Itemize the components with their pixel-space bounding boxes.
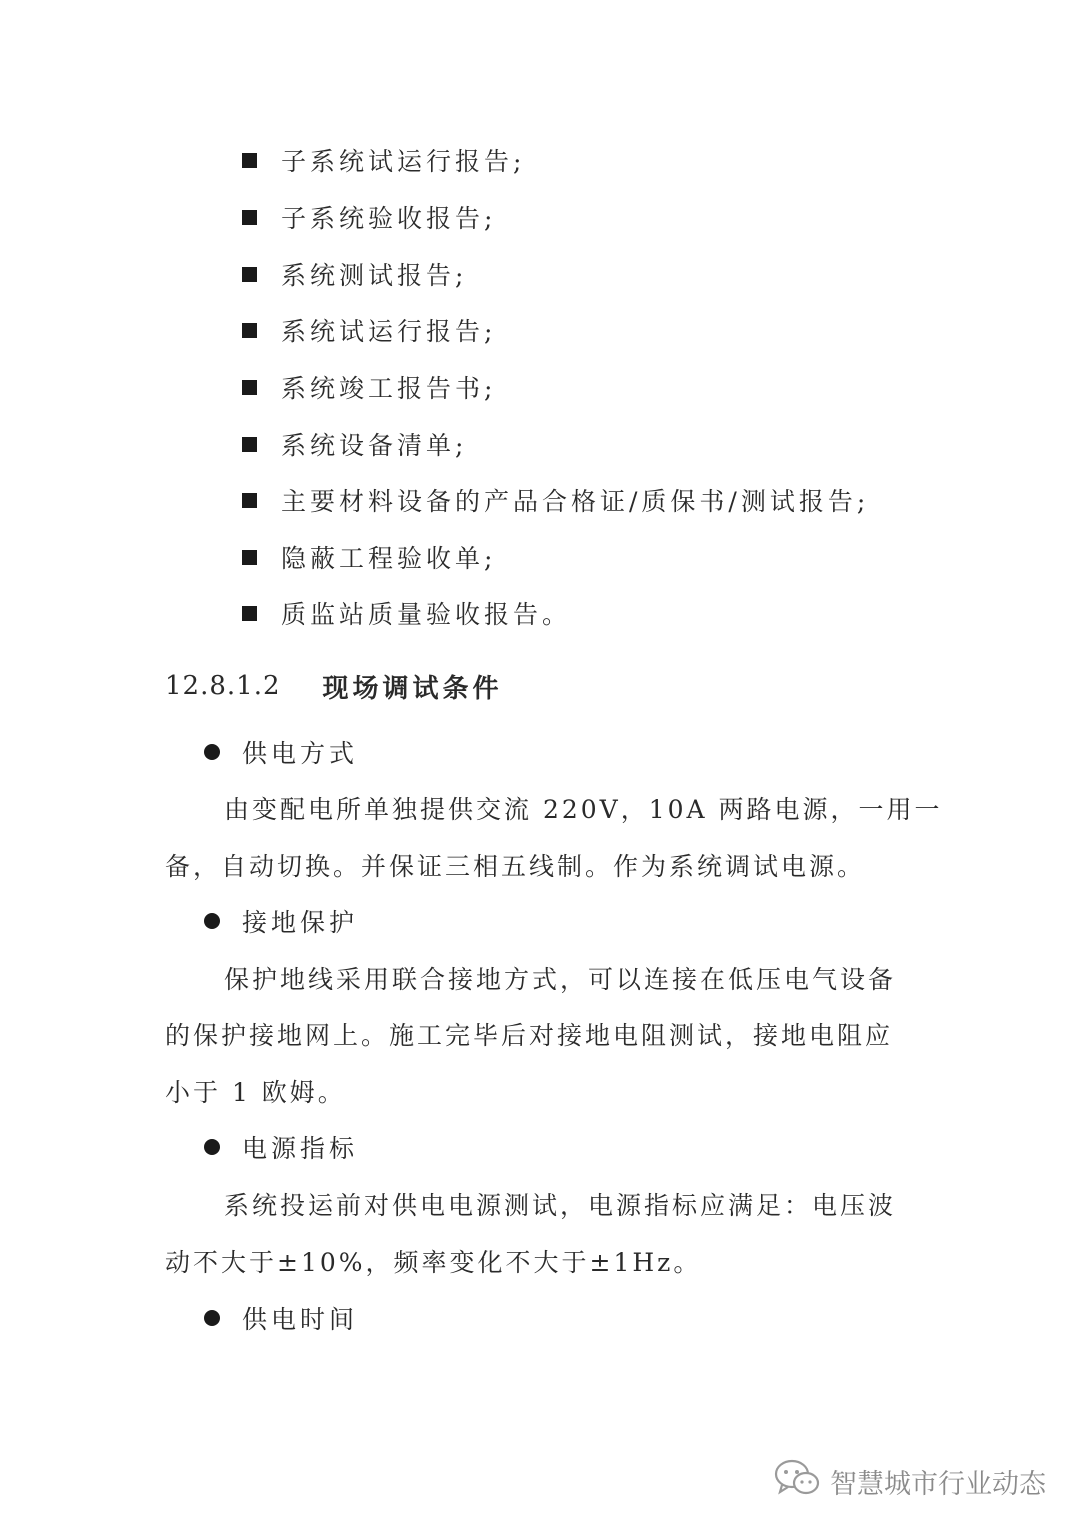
paragraph-line: 备，自动切换。并保证三相五线制。作为系统调试电源。: [165, 852, 866, 881]
section-title: 现场调试条件: [322, 673, 503, 704]
wechat-icon: [774, 1458, 830, 1505]
checklist-item-text: 系统竣工报告书;: [281, 374, 497, 403]
checklist-item: [242, 593, 571, 633]
dot-bullet-heading: [204, 1298, 358, 1338]
account-watermark: [774, 1456, 1046, 1506]
square-bullet-icon: [242, 380, 257, 395]
square-bullet-icon: [242, 210, 257, 225]
square-bullet-icon: [242, 550, 257, 565]
square-bullet-icon: [242, 323, 257, 338]
checklist-item-text: 子系统验收报告;: [281, 204, 497, 233]
checklist-item-text: 隐蔽工程验收单;: [281, 544, 497, 573]
checklist-item: [242, 537, 496, 577]
checklist-item-text: 主要材料设备的产品合格证/质保书/测试报告;: [281, 487, 870, 516]
section-number: 12.8.1.2: [165, 671, 281, 701]
item-heading: 供电方式: [242, 739, 359, 768]
watermark-text: 智慧城市行业动态: [830, 1468, 1046, 1500]
checklist-item: [242, 197, 496, 237]
round-bullet-icon: [204, 1310, 220, 1326]
checklist-item-text: 质监站质量验收报告。: [281, 600, 572, 629]
dot-bullet-heading: [204, 1127, 358, 1167]
item-heading: 电源指标: [242, 1134, 359, 1163]
square-bullet-icon: [242, 493, 257, 508]
checklist-item: [242, 480, 869, 520]
checklist-item: [242, 424, 467, 464]
paragraph-line: 由变配电所单独提供交流 220V，10A 两路电源，一用一: [224, 795, 943, 824]
paragraph-line: 小于 1 欧姆。: [165, 1078, 346, 1107]
checklist-item-text: 系统试运行报告;: [281, 317, 497, 346]
paragraph-line: 保护地线采用联合接地方式，可以连接在低压电气设备: [224, 965, 897, 994]
checklist-item-text: 系统测试报告;: [281, 261, 468, 290]
checklist-item: [242, 140, 525, 180]
dot-bullet-heading: [204, 732, 358, 772]
square-bullet-icon: [242, 437, 257, 452]
round-bullet-icon: [204, 913, 220, 929]
round-bullet-icon: [204, 744, 220, 760]
section-heading: [165, 664, 503, 708]
square-bullet-icon: [242, 606, 257, 621]
square-bullet-icon: [242, 267, 257, 282]
paragraph-line: 动不大于±10%，频率变化不大于±1Hz。: [165, 1248, 702, 1277]
paragraph-line: 系统投运前对供电电源测试，电源指标应满足：电压波: [224, 1191, 897, 1220]
checklist-item-text: 系统设备清单;: [281, 431, 468, 460]
paragraph-line: 的保护接地网上。施工完毕后对接地电阻测试，接地电阻应: [165, 1021, 894, 1050]
square-bullet-icon: [242, 153, 257, 168]
item-heading: 接地保护: [242, 908, 359, 937]
checklist-item: [242, 310, 496, 350]
item-heading: 供电时间: [242, 1305, 359, 1334]
checklist-item: [242, 367, 496, 407]
checklist-item-text: 子系统试运行报告;: [281, 147, 526, 176]
round-bullet-icon: [204, 1139, 220, 1155]
dot-bullet-heading: [204, 901, 358, 941]
checklist-item: [242, 254, 467, 294]
